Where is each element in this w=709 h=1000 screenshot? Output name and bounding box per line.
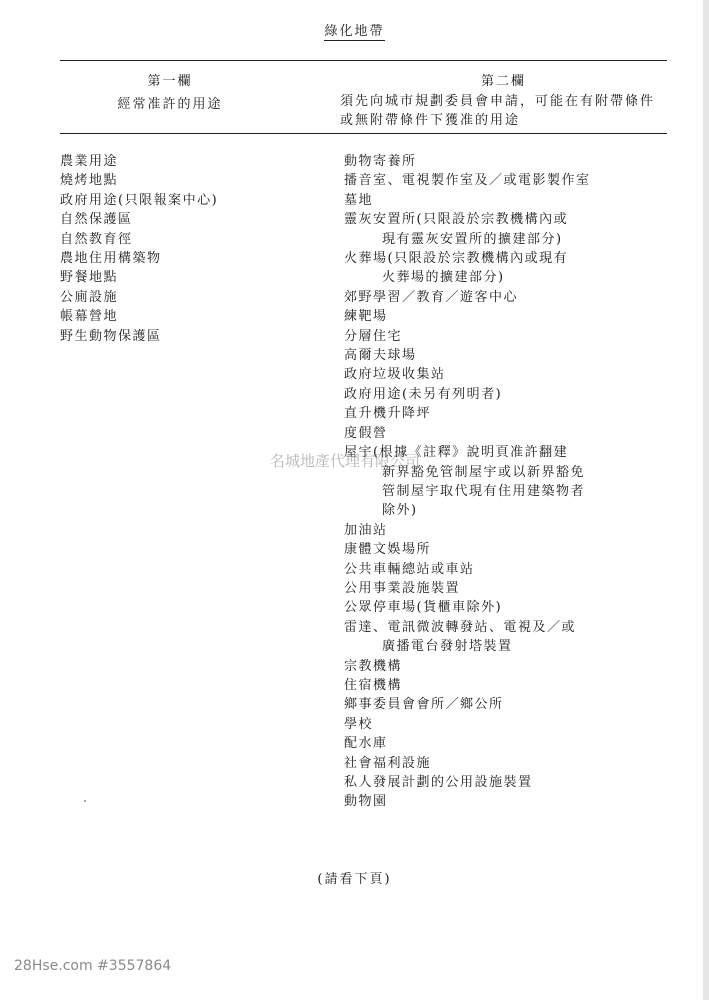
column1-item: 政府用途(只限報案中心): [60, 192, 219, 208]
column2-item: [344, 734, 674, 753]
column1-item: 野餐地點: [60, 270, 119, 286]
column2-item-line: 學校: [344, 716, 374, 732]
column1-item: 農業用途: [60, 154, 119, 169]
column2-item-line: 政府垃圾收集站: [344, 367, 446, 383]
column2-item: [344, 365, 674, 384]
column1-item: 農地住用構築物: [60, 251, 162, 267]
column2-item: [344, 385, 674, 404]
column2-item: [344, 327, 674, 346]
column2-item-line: 公用事業設施裝置: [344, 580, 461, 596]
header-bottom-rule: [60, 133, 667, 134]
column2-item-line: 墓地: [344, 192, 374, 208]
column2-item-line: 政府用途(未另有列明者): [344, 386, 503, 402]
column2-title: 第二欄: [480, 74, 526, 89]
page-title: 綠化地帶: [324, 24, 385, 39]
column2-item: [344, 404, 674, 423]
column1-item: 自然教育徑: [60, 231, 133, 247]
column2-item-line: 火葬場(只限設於宗教機構內或現有: [344, 251, 569, 267]
column2-item: [344, 171, 674, 190]
column1-item: 帳幕營地: [60, 309, 119, 325]
column2-item: [344, 540, 674, 559]
column2-item-line: 郊野學習／教育／遊客中心: [344, 289, 519, 305]
column2-item-continuation: 現有靈灰安置所的擴建部分): [382, 231, 563, 247]
column2-item-line: 宗教機構: [344, 658, 403, 674]
column2-item: [344, 754, 674, 773]
column2-item: [344, 560, 674, 579]
column2-item-line: 住宿機構: [344, 677, 403, 693]
column2-item-line: 度假營: [344, 425, 388, 441]
column2-item: [344, 657, 674, 676]
column2-list: [344, 152, 674, 812]
column2-item-continuation: 廣播電台發射塔裝置: [382, 639, 513, 655]
column2-item-line: 動物寄養所: [344, 154, 417, 169]
column2-item: [344, 715, 674, 734]
column2-item: [344, 618, 674, 657]
column2-item-line: 社會福利設施: [344, 755, 432, 771]
column2-item-line: 直升機升降坪: [344, 406, 432, 422]
site-label: 28Hse.com #3557864: [14, 958, 172, 974]
scan-speck: [84, 800, 86, 802]
watermark-text: 名城地產代理有限公司: [270, 452, 421, 470]
column1-item: 燒烤地點: [60, 173, 119, 189]
column2-item-line: 高爾夫球場: [344, 348, 417, 364]
header-top-rule: [60, 60, 667, 61]
column2-item: [344, 598, 674, 617]
column2-item: [344, 424, 674, 443]
column2-item-line: 加油站: [344, 522, 388, 538]
column1-item: 自然保護區: [60, 212, 133, 228]
column2-item-line: 康體文娛場所: [344, 542, 432, 558]
column2-item-line: 公眾停車場(貨櫃車除外): [344, 600, 503, 616]
column2-item-line: 私人發展計劃的公用設施裝置: [344, 775, 533, 790]
column2-item-continuation: 除外): [382, 503, 418, 519]
column2-item: [344, 773, 674, 792]
column2-item-line: 分層住宅: [344, 328, 403, 344]
column2-item-line: 靈灰安置所(只限設於宗教機構內或: [344, 212, 569, 228]
column2-item: [344, 792, 674, 811]
column2-item: [344, 695, 674, 714]
column2-subtitle: 須先向城市規劃委員會申請，可能在有附帶條件或無附帶條件下獲准的用途: [340, 94, 656, 128]
column2-item: [344, 307, 674, 326]
column2-item-continuation: 管制屋宇取代現有住用建築物者: [382, 483, 586, 499]
column2-item: [344, 521, 674, 540]
column2-item: [344, 191, 674, 210]
column2-item-line: 配水庫: [344, 736, 388, 752]
column2-item: [344, 249, 674, 288]
column2-item: [344, 288, 674, 307]
column2-item: [344, 346, 674, 365]
scan-edge: [703, 0, 709, 1000]
page-footer: (請看下頁): [317, 872, 392, 887]
column1-title: 第一欄: [147, 74, 193, 89]
column2-item: [344, 152, 674, 171]
column2-item: [344, 210, 674, 249]
column2-item-line: 播音室、電視製作室及／或電影製作室: [344, 173, 591, 189]
column2-item-line: 練靶場: [344, 309, 388, 325]
column2-item: [344, 676, 674, 695]
column1-item: 野生動物保護區: [60, 328, 162, 344]
column1-list: [60, 152, 320, 346]
column2-item-line: 公共車輛總站或車站: [344, 561, 475, 577]
column2-item-line: 雷達、電訊微波轉發站、電視及／或: [344, 619, 577, 635]
column2-item-continuation: 新界豁免管制屋宇或以新界豁免: [382, 464, 586, 480]
column2-item-line: 動物園: [344, 794, 388, 810]
column2-item-line: 屋宇(根據《註釋》說明頁准許翻建: [344, 445, 569, 461]
column1-item: 公廁設施: [60, 289, 119, 305]
column2-item-continuation: 火葬場的擴建部分): [382, 270, 505, 286]
column1-subtitle: 經常准許的用途: [117, 97, 223, 112]
column2-item-line: 鄉事委員會會所／鄉公所: [344, 697, 504, 713]
column2-item: [344, 579, 674, 598]
